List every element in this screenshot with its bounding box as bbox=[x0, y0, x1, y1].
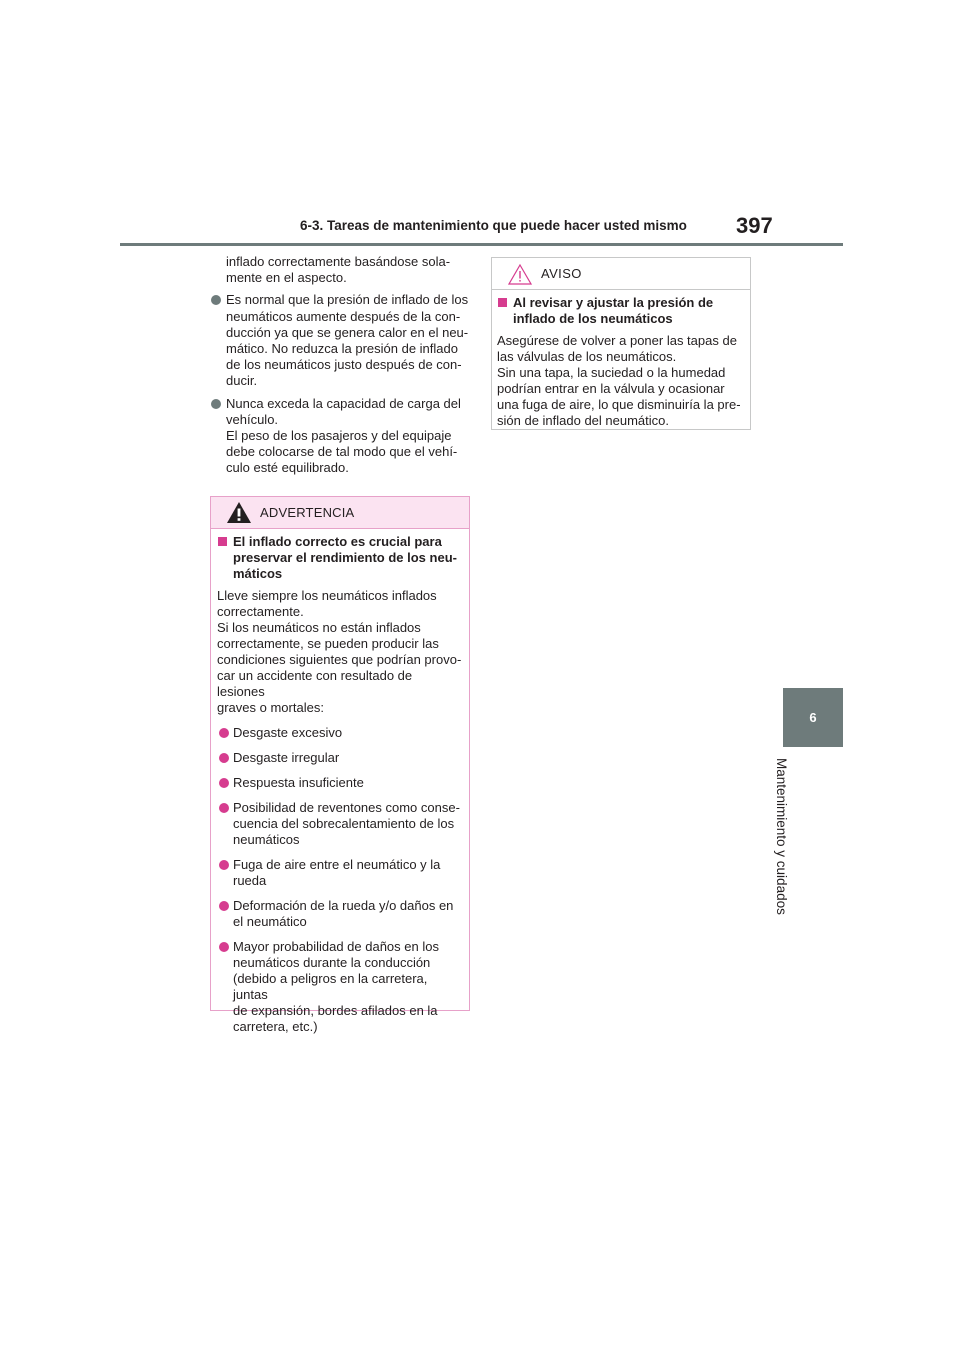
list-item: Posibilidad de reventones como conse- cuencia del sobrecalentamiento de los neumáticos bbox=[217, 800, 463, 848]
square-bullet-icon bbox=[498, 298, 507, 307]
chapter-tab[interactable] bbox=[783, 688, 843, 747]
warning-triangle-icon bbox=[227, 502, 251, 523]
bullet-dot-icon bbox=[219, 860, 229, 870]
warning-heading: El inflado correcto es crucial para preservar el rendimiento de los neu- máticos bbox=[217, 534, 463, 582]
chapter-label-text: Mantenimiento y cuidados bbox=[774, 758, 789, 915]
bullet-dot-icon bbox=[219, 942, 229, 952]
list-item: Respuesta insuficiente bbox=[217, 775, 463, 791]
warning-title: ADVERTENCIA bbox=[260, 505, 355, 520]
notice-header bbox=[492, 258, 750, 290]
chapter-label bbox=[774, 758, 819, 928]
list-item: Fuga de aire entre el neumático y la rueda bbox=[217, 857, 463, 889]
bullet-dot-icon bbox=[211, 399, 221, 409]
list-item: Desgaste excesivo bbox=[217, 725, 463, 741]
notice-body bbox=[492, 290, 750, 429]
list-item: Desgaste irregular bbox=[217, 750, 463, 766]
continued-text: inflado correctamente basándose sola- mente en el aspecto. bbox=[226, 254, 451, 286]
list-item: Es normal que la presión de inflado de los neumáticos aumente después de la con- ducción ya que se genera calor en el neu- mático. No reduzca la presión de inflado de los neumáticos justo después de con- ducir. bbox=[210, 292, 472, 389]
bullet-dot-icon bbox=[219, 901, 229, 911]
bullet-dot-icon bbox=[219, 753, 229, 763]
list-item: Nunca exceda la capacidad de carga del vehículo. El peso de los pasajeros y del equipaje debe colocarse de tal modo que el vehí- culo esté equilibrado. bbox=[210, 396, 472, 477]
warning-paragraph: Lleve siempre los neumáticos inflados correctamente. Si los neumáticos no están inflados correctamente, se pueden producir las condiciones siguientes que podrían provo- car un accidente con resultado de lesiones graves o mortales: bbox=[217, 588, 462, 715]
bullet-dot-icon bbox=[219, 803, 229, 813]
bullet-dot-icon bbox=[211, 295, 221, 305]
list-item: Deformación de la rueda y/o daños en el neumático bbox=[217, 898, 463, 930]
notice-heading: Al revisar y ajustar la presión de inflado de los neumáticos bbox=[497, 295, 744, 327]
page-number: 397 bbox=[736, 213, 773, 238]
notice-box bbox=[491, 257, 751, 430]
header-divider bbox=[120, 243, 843, 246]
list-item: Mayor probabilidad de daños en los neumáticos durante la conducción (debido a peligros en la carretera, juntas de expansión, bordes afilados en la carretera, etc.) bbox=[217, 939, 463, 1035]
notice-title: AVISO bbox=[541, 266, 582, 281]
warning-header bbox=[211, 497, 469, 529]
notice-paragraph: Asegúrese de volver a poner las tapas de las válvulas de los neumáticos. Sin una tapa, la suciedad o la humedad podrían entrar en la válvula y ocasionar una fuga de aire, lo que disminuiría la pre- sión de inflado del neumático. bbox=[497, 333, 741, 428]
warning-body bbox=[211, 529, 469, 1035]
notice-triangle-icon bbox=[508, 264, 532, 285]
warning-box bbox=[210, 496, 470, 1034]
bullet-dot-icon bbox=[219, 728, 229, 738]
left-column bbox=[210, 254, 472, 483]
bullet-dot-icon bbox=[219, 778, 229, 788]
square-bullet-icon bbox=[218, 537, 227, 546]
section-title: 6-3. Tareas de mantenimiento que puede hacer usted mismo bbox=[300, 218, 687, 233]
chapter-tab-number: 6 bbox=[809, 710, 817, 725]
